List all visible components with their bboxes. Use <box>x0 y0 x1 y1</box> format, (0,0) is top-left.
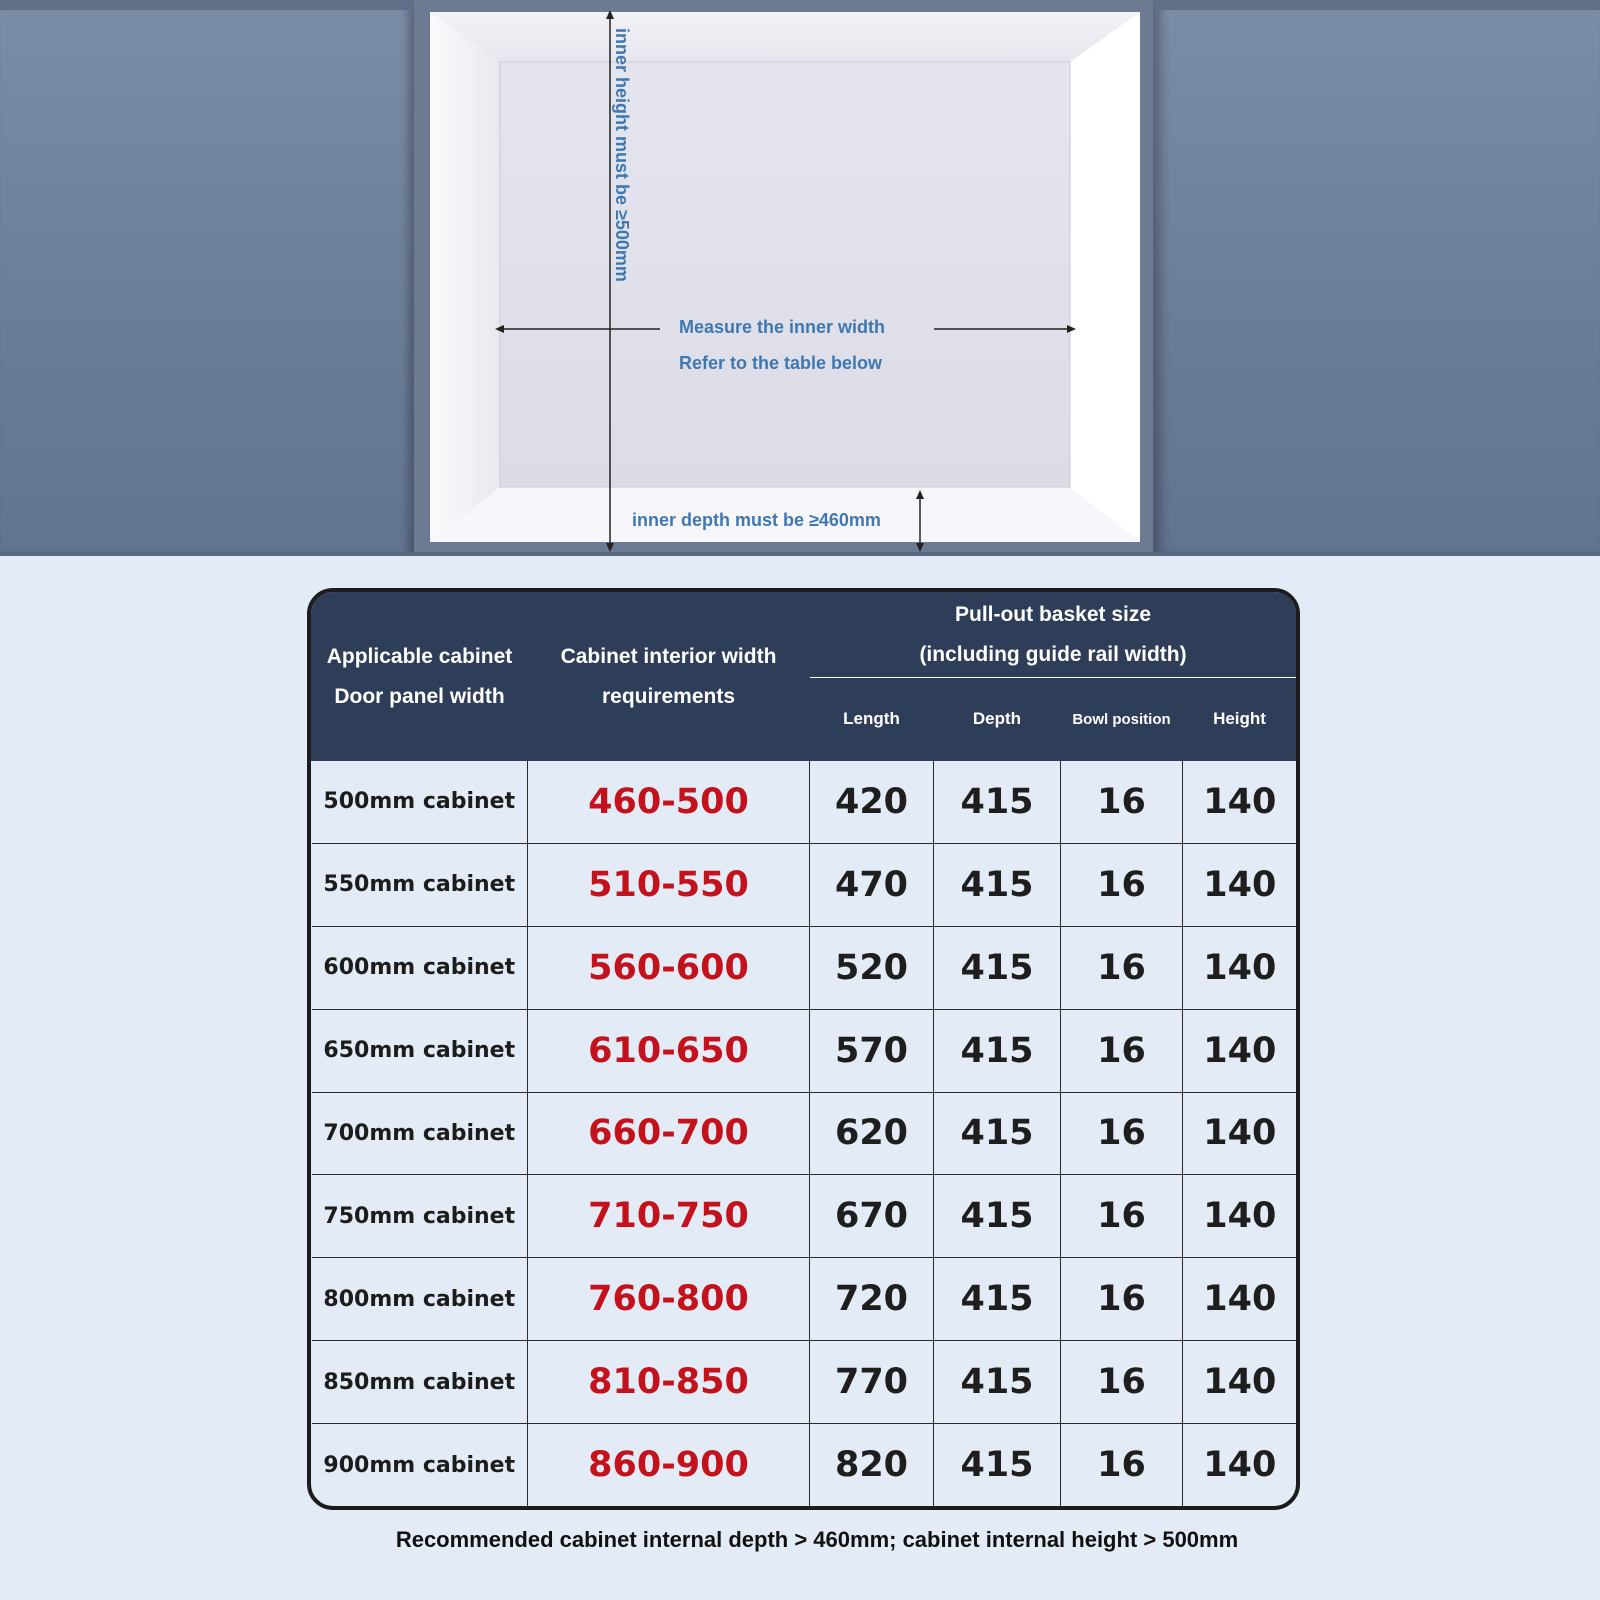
depth-cell: 415 <box>934 1341 1061 1424</box>
requirement-cell: 510-550 <box>528 843 810 926</box>
header-cabinet-width <box>312 593 528 761</box>
table-row <box>312 1258 1297 1341</box>
height-cell: 140 <box>1183 761 1297 844</box>
requirement-cell: 560-600 <box>528 926 810 1009</box>
length-cell: 420 <box>810 761 934 844</box>
measure-width-label: Measure the inner width <box>679 317 886 337</box>
header-interior-line2: requirements <box>601 684 736 708</box>
height-cell: 140 <box>1183 1424 1297 1507</box>
height-cell: 140 <box>1183 1009 1297 1092</box>
cabinet-interior <box>430 12 1140 542</box>
cabinet-cell: 600mm cabinet <box>312 926 528 1009</box>
right-cabinet-panel <box>1153 0 1600 556</box>
cabinet-cell: 650mm cabinet <box>312 1009 528 1092</box>
cabinet-cell: 750mm cabinet <box>312 1175 528 1258</box>
bowl-position-cell: 16 <box>1061 1341 1183 1424</box>
depth-cell: 415 <box>934 926 1061 1009</box>
length-cell: 820 <box>810 1424 934 1507</box>
depth-cell: 415 <box>934 1175 1061 1258</box>
depth-cell: 415 <box>934 843 1061 926</box>
bowl-position-cell: 16 <box>1061 1092 1183 1175</box>
table-row <box>312 1341 1297 1424</box>
table-row <box>312 843 1297 926</box>
cabinet-cell: 500mm cabinet <box>312 761 528 844</box>
header-interior-width <box>528 593 810 761</box>
depth-cell: 415 <box>934 1092 1061 1175</box>
depth-cell: 415 <box>934 1424 1061 1507</box>
header-basket-line2: (including guide rail width) <box>919 643 1187 666</box>
depth-cell: 415 <box>934 1009 1061 1092</box>
cabinet-cell: 850mm cabinet <box>312 1341 528 1424</box>
bowl-position-cell: 16 <box>1061 1009 1183 1092</box>
basket-size-table <box>307 588 1300 1510</box>
bowl-position-cell: 16 <box>1061 843 1183 926</box>
inner-depth-label: inner depth must be ≥460mm <box>632 510 881 530</box>
header-depth: Depth <box>934 678 1061 761</box>
header-basket-line1: Pull-out basket size <box>954 603 1152 626</box>
cabinet-bottom-edge <box>0 552 1600 556</box>
refer-table-label: Refer to the table below <box>679 353 883 373</box>
length-cell: 520 <box>810 926 934 1009</box>
table-row <box>312 926 1297 1009</box>
left-cabinet-panel <box>0 0 414 556</box>
table-row <box>312 761 1297 844</box>
bowl-position-cell: 16 <box>1061 1424 1183 1507</box>
footnote: Recommended cabinet internal depth > 460mm; cabinet internal height > 500mm <box>395 1527 1239 1552</box>
requirement-cell: 460-500 <box>528 761 810 844</box>
requirement-cell: 760-800 <box>528 1258 810 1341</box>
length-cell: 570 <box>810 1009 934 1092</box>
bowl-position-cell: 16 <box>1061 761 1183 844</box>
length-cell: 770 <box>810 1341 934 1424</box>
cabinet-cell: 800mm cabinet <box>312 1258 528 1341</box>
requirement-cell: 660-700 <box>528 1092 810 1175</box>
height-cell: 140 <box>1183 1341 1297 1424</box>
height-cell: 140 <box>1183 926 1297 1009</box>
table-row <box>312 1424 1297 1507</box>
length-cell: 720 <box>810 1258 934 1341</box>
header-cabinet-line1: Applicable cabinet <box>326 644 513 668</box>
table-row <box>312 1092 1297 1175</box>
interior-perspective <box>430 12 1140 542</box>
header-cabinet-line2: Door panel width <box>334 684 505 708</box>
header-bowl-position: Bowl position <box>1061 678 1183 761</box>
length-cell: 620 <box>810 1092 934 1175</box>
requirement-cell: 860-900 <box>528 1424 810 1507</box>
requirement-cell: 610-650 <box>528 1009 810 1092</box>
depth-cell: 415 <box>934 1258 1061 1341</box>
table-row <box>312 1175 1297 1258</box>
header-height: Height <box>1183 678 1297 761</box>
cabinet-cell: 550mm cabinet <box>312 843 528 926</box>
header-basket-size <box>810 593 1297 678</box>
height-cell: 140 <box>1183 843 1297 926</box>
bowl-position-cell: 16 <box>1061 1175 1183 1258</box>
requirement-cell: 710-750 <box>528 1175 810 1258</box>
header-length: Length <box>810 678 934 761</box>
table-row <box>312 1009 1297 1092</box>
height-cell: 140 <box>1183 1092 1297 1175</box>
requirement-cell: 810-850 <box>528 1341 810 1424</box>
bowl-position-cell: 16 <box>1061 1258 1183 1341</box>
length-cell: 470 <box>810 843 934 926</box>
header-interior-line1: Cabinet interior width <box>560 644 777 668</box>
inner-height-label: inner height must be ≥500mm <box>612 28 632 282</box>
cabinet-cell: 900mm cabinet <box>312 1424 528 1507</box>
cabinet-illustration <box>0 0 1600 556</box>
bowl-position-cell: 16 <box>1061 926 1183 1009</box>
depth-cell: 415 <box>934 761 1061 844</box>
length-cell: 670 <box>810 1175 934 1258</box>
height-cell: 140 <box>1183 1175 1297 1258</box>
cabinet-cell: 700mm cabinet <box>312 1092 528 1175</box>
height-cell: 140 <box>1183 1258 1297 1341</box>
